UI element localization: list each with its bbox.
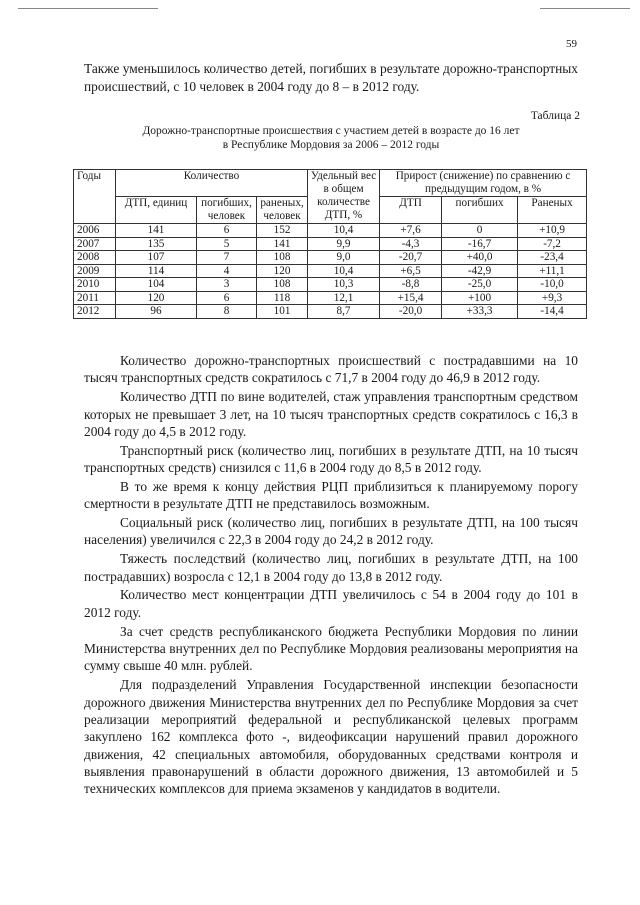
- table-cell: 8,7: [308, 305, 380, 319]
- table-row: [74, 264, 587, 278]
- body-paragraph: Количество мест концентрации ДТП увеличилось с 54 в 2004 году до 101 в 2012 году.: [84, 587, 578, 620]
- table-cell: +100: [442, 291, 518, 305]
- table-cell: 10,4: [308, 264, 380, 278]
- table-cell: 2010: [74, 278, 116, 292]
- header-dtp: ДТП: [380, 197, 442, 224]
- table-cell: 120: [116, 291, 197, 305]
- body-paragraph: Количество дорожно-транспортных происшествий с пострадавшими на 10 тысяч транспортных средств сократилось с 71,7 в 2004 году до 46,9 в 2012 году.: [84, 353, 578, 386]
- header-years: Годы: [74, 170, 116, 224]
- table-cell: 5: [197, 237, 257, 251]
- statistics-table: [73, 169, 587, 319]
- table-row: [74, 278, 587, 292]
- page-number: 59: [566, 38, 577, 50]
- table-cell: 2011: [74, 291, 116, 305]
- header-dtp-units: ДТП, единиц: [116, 197, 197, 224]
- table-cell: 108: [257, 251, 308, 265]
- table-cell: +33,3: [442, 305, 518, 319]
- table-cell: 12,1: [308, 291, 380, 305]
- table-row: [74, 291, 587, 305]
- body-paragraph: В то же время к концу действия РЦП приблизиться к планируемому порогу смертности в результате ДТП не представилось возможным.: [84, 478, 578, 512]
- table-row: [74, 224, 587, 238]
- table-cell: 2006: [74, 224, 116, 238]
- body-paragraph: Транспортный риск (количество лиц, погибших в результате ДТП, на 10 тысяч транспортных средств) снизился с 11,6 в 2004 году до 8,5 в 2012 году.: [84, 442, 578, 476]
- table-cell: 114: [116, 264, 197, 278]
- header-quantity: Количество: [116, 170, 308, 197]
- table-cell: +9,3: [518, 291, 587, 305]
- table-cell: 9,0: [308, 251, 380, 265]
- table-cell: 10,4: [308, 224, 380, 238]
- table-row: [74, 251, 587, 265]
- body-paragraph: Для подразделений Управления Государственной инспекции безопасности дорожного движения Министерства внутренних дел по Республике Мордовия за счет реализации мероприятий федеральной и республиканской целевых программ закуплено 162 комплекса фото -, видеофиксации нарушений правил дорожного движения, 42 специальных автомобиля, оборудованных средствами контроля и выявления правонарушений в области дорожного движения, 13 автомобилей и 5 технических комплексов для приема экзаменов у кандидатов в водители.: [84, 677, 578, 797]
- table-caption-line1: Дорожно-транспортные происшествия с участием детей в возрасте до 16 лет: [142, 125, 520, 137]
- table-cell: 6: [197, 291, 257, 305]
- table-cell: 101: [257, 305, 308, 319]
- table-cell: 3: [197, 278, 257, 292]
- header-share: Удельный вес в общем количестве ДТП, %: [308, 170, 380, 224]
- table-cell: 2009: [74, 264, 116, 278]
- header-injured: Раненых: [518, 197, 587, 224]
- table-caption: [84, 124, 578, 152]
- table-body: [74, 224, 587, 319]
- scan-artifact-left: [18, 8, 158, 9]
- table-row: [74, 305, 587, 319]
- table-caption-line2: в Республике Мордовия за 2006 – 2012 годы: [222, 139, 440, 151]
- table-row: [74, 237, 587, 251]
- body-paragraph: Количество ДТП по вине водителей, стаж управления транспортным средством которых не превышает 3 лет, на 10 тысяч транспортных средств сократилось с 16,3 в 2004 году до 4,5 в 2012 году.: [84, 389, 578, 439]
- table-cell: 2007: [74, 237, 116, 251]
- table-cell: 120: [257, 264, 308, 278]
- table-cell: +15,4: [380, 291, 442, 305]
- table-cell: -20,7: [380, 251, 442, 265]
- header-killed: погибших: [442, 197, 518, 224]
- table-cell: 141: [257, 237, 308, 251]
- table-cell: +7,6: [380, 224, 442, 238]
- table-cell: -42,9: [442, 264, 518, 278]
- table-cell: 7: [197, 251, 257, 265]
- table-cell: 2008: [74, 251, 116, 265]
- table-cell: +11,1: [518, 264, 587, 278]
- table-cell: 2012: [74, 305, 116, 319]
- scan-artifact-right: [540, 8, 630, 9]
- header-killed-people: погибших, человек: [197, 197, 257, 224]
- body-paragraph: За счет средств республиканского бюджета Республики Мордовия по линии Министерства внутренних дел по Республике Мордовия реализованы мероприятия на сумму свыше 40 млн. рублей.: [84, 623, 578, 674]
- table-cell: 8: [197, 305, 257, 319]
- table-cell: -14,4: [518, 305, 587, 319]
- body-text: [84, 352, 578, 799]
- table-cell: 0: [442, 224, 518, 238]
- body-paragraph: Тяжесть последствий (количество лиц, погибших в результате ДТП, на 100 пострадавших) возросла с 12,1 в 2004 году до 13,8 в 2012 году.: [84, 551, 578, 584]
- table-cell: -4,3: [380, 237, 442, 251]
- table-cell: +6,5: [380, 264, 442, 278]
- table-cell: +40,0: [442, 251, 518, 265]
- table-cell: -8,8: [380, 278, 442, 292]
- table-cell: 141: [116, 224, 197, 238]
- table-cell: 9,9: [308, 237, 380, 251]
- table-cell: 6: [197, 224, 257, 238]
- table-cell: -7,2: [518, 237, 587, 251]
- table-cell: -16,7: [442, 237, 518, 251]
- table-cell: 152: [257, 224, 308, 238]
- table-cell: -10,0: [518, 278, 587, 292]
- table-cell: +10,9: [518, 224, 587, 238]
- table-label: Таблица 2: [530, 110, 580, 122]
- header-injured-people: раненых, человек: [257, 197, 308, 224]
- table-cell: 118: [257, 291, 308, 305]
- table-cell: -25,0: [442, 278, 518, 292]
- header-growth: Прирост (снижение) по сравнению с предыдущим годом, в %: [380, 170, 587, 197]
- intro-paragraph: Также уменьшилось количество детей, погибших в результате дорожно-транспортных происшествий, с 10 человек в 2004 году до 8 – в 2012 году.: [84, 61, 578, 94]
- table-cell: 10,3: [308, 278, 380, 292]
- table-cell: 4: [197, 264, 257, 278]
- table-cell: -23,4: [518, 251, 587, 265]
- body-paragraph: Социальный риск (количество лиц, погибших в результате ДТП, на 100 тысяч населения) увеличился с 22,3 в 2004 году до 24,2 в 2012 году.: [84, 515, 578, 548]
- table-cell: 135: [116, 237, 197, 251]
- table-cell: 96: [116, 305, 197, 319]
- table-cell: 108: [257, 278, 308, 292]
- table-cell: 107: [116, 251, 197, 265]
- table-cell: 104: [116, 278, 197, 292]
- table-cell: -20,0: [380, 305, 442, 319]
